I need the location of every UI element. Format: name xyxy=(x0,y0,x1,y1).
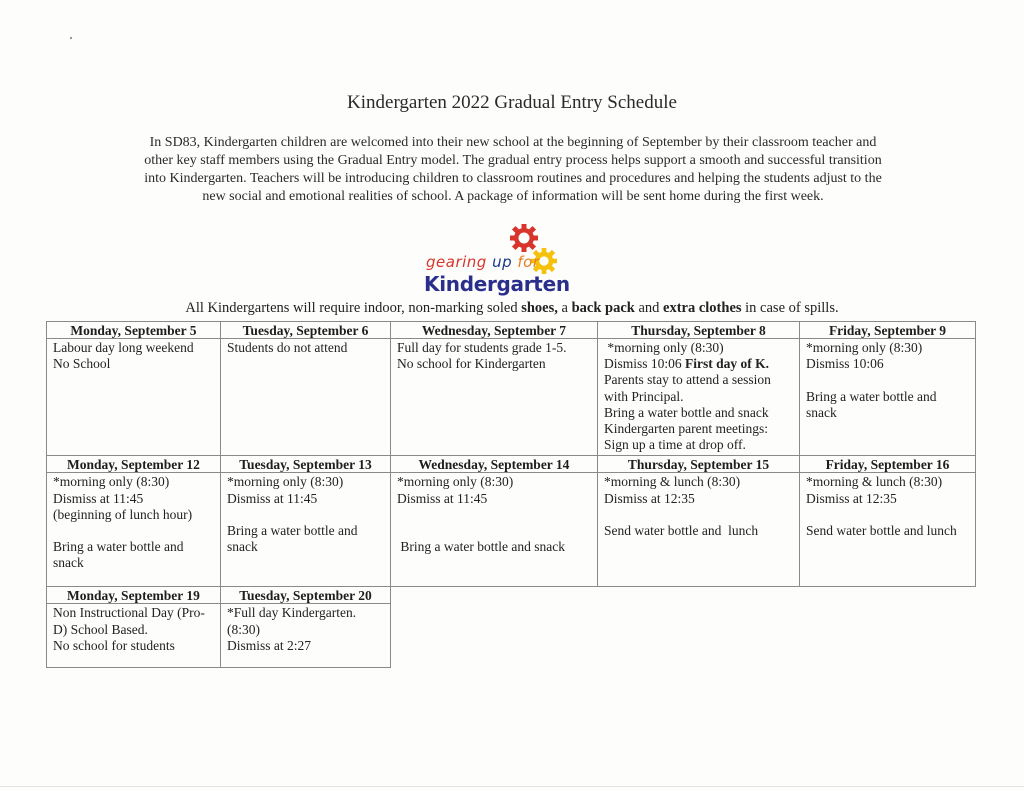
day-header: Tuesday, September 13 xyxy=(221,456,391,473)
week1-header-row xyxy=(47,322,976,339)
day-header: Monday, September 5 xyxy=(47,322,221,339)
day-cell xyxy=(598,339,800,456)
intro-line: In SD83, Kindergarten children are welcomed into their new school at the beginning of September by their classroom teacher and xyxy=(149,135,877,150)
requirement-text: a xyxy=(557,300,572,316)
day-cell xyxy=(391,473,598,587)
empty-cell xyxy=(800,587,976,604)
day-header: Wednesday, September 14 xyxy=(391,456,598,473)
cell-line: Dismiss at 12:35 xyxy=(806,490,897,506)
cell-line: Full day for students grade 1-5. xyxy=(397,340,567,355)
logo-script-text xyxy=(426,253,540,271)
cell-line: Dismiss at 2:27 xyxy=(227,637,312,653)
empty-cell xyxy=(391,587,598,604)
cell-line: Bring a water bottle and xyxy=(806,388,937,404)
empty-cell xyxy=(598,587,800,604)
requirement-extra-clothes: extra clothes xyxy=(663,300,742,316)
empty-cell xyxy=(391,604,598,668)
cell-line: Kindergarten parent meetings: xyxy=(604,421,768,437)
cell-line: D) School Based. xyxy=(53,621,148,637)
requirement-shoes: shoes, xyxy=(521,300,558,316)
scan-speck xyxy=(70,37,72,39)
intro-line: new social and emotional realities of school. A package of information will be sent home during the first week. xyxy=(202,189,824,204)
day-cell xyxy=(221,473,391,587)
cell-text: Dismiss 10:06 xyxy=(604,356,686,372)
day-header: Wednesday, September 7 xyxy=(391,322,598,339)
day-header: Friday, September 16 xyxy=(800,456,976,473)
cell-line: Labour day long weekend xyxy=(53,340,194,355)
cell-line: Sign up a time at drop off. xyxy=(604,437,746,453)
cell-line: No School xyxy=(53,356,111,372)
cell-line: No school for students xyxy=(53,637,175,653)
cell-line xyxy=(806,507,970,523)
cell-line: (beginning of lunch hour) xyxy=(53,506,193,522)
logo-word-gearing: gearing xyxy=(426,253,487,271)
supplies-requirement xyxy=(0,300,1024,317)
cell-line: Send water bottle and lunch xyxy=(604,523,759,539)
day-cell xyxy=(598,473,800,587)
requirement-text: and xyxy=(634,300,664,316)
cell-line: *morning only (8:30) xyxy=(227,474,344,490)
cell-line: Dismiss at 11:45 xyxy=(53,490,144,506)
day-header: Friday, September 9 xyxy=(800,322,976,339)
cell-line: Parents stay to attend a session xyxy=(604,372,771,388)
day-cell xyxy=(47,339,221,456)
day-cell xyxy=(221,604,391,668)
cell-line xyxy=(397,507,592,523)
cell-line: *Full day Kindergarten. xyxy=(227,605,357,621)
gearing-up-logo xyxy=(418,224,598,300)
cell-line: *morning only (8:30) xyxy=(806,340,923,355)
cell-line: snack xyxy=(227,539,258,555)
cell-line: *morning & lunch (8:30) xyxy=(604,474,741,490)
week2-detail-row xyxy=(47,473,976,587)
day-cell xyxy=(800,473,976,587)
cell-line xyxy=(806,372,970,388)
cell-line: Dismiss at 11:45 xyxy=(397,490,488,506)
day-header: Monday, September 12 xyxy=(47,456,221,473)
cell-line xyxy=(397,523,592,539)
cell-line xyxy=(227,507,385,523)
requirement-back-pack: back pack xyxy=(571,300,635,316)
scan-edge xyxy=(0,786,1024,787)
intro-line: into Kindergarten. Teachers will be introducing children to classroom routines and procedures and helping the students adjust to the xyxy=(144,171,882,186)
empty-cell xyxy=(800,604,976,668)
first-day-label: First day of K. xyxy=(685,356,770,372)
day-cell xyxy=(391,339,598,456)
cell-line: Non Instructional Day (Pro- xyxy=(53,605,205,621)
day-cell xyxy=(47,604,221,668)
intro-line: other key staff members using the Gradual Entry model. The gradual entry process helps support a smooth and successful transition xyxy=(144,153,882,168)
cell-line: *morning only (8:30) xyxy=(397,474,514,490)
day-cell xyxy=(800,339,976,456)
cell-line: Dismiss 10:06 xyxy=(806,356,884,372)
week3-detail-row xyxy=(47,604,976,668)
day-header: Tuesday, September 20 xyxy=(221,587,391,604)
logo-word-for: for xyxy=(517,253,540,271)
day-cell xyxy=(221,339,391,456)
day-header: Monday, September 19 xyxy=(47,587,221,604)
cell-line: *morning & lunch (8:30) xyxy=(806,474,943,490)
cell-line: Bring a water bottle and xyxy=(53,539,184,555)
cell-line: Send water bottle and lunch xyxy=(806,523,957,539)
cell-line: with Principal. xyxy=(604,388,684,404)
day-header: Tuesday, September 6 xyxy=(221,322,391,339)
cell-line: snack xyxy=(53,555,84,571)
requirement-text: in case of spills. xyxy=(741,300,839,316)
empty-cell xyxy=(598,604,800,668)
cell-line xyxy=(53,523,215,539)
intro-paragraph xyxy=(92,134,934,206)
logo-wordmark: Kindergarten xyxy=(424,272,570,296)
cell-line: snack xyxy=(806,404,837,420)
cell-line: Dismiss at 11:45 xyxy=(227,490,318,506)
cell-line: Bring a water bottle and snack xyxy=(604,404,769,420)
cell-line: *morning only (8:30) xyxy=(604,340,724,355)
cell-line: Bring a water bottle and snack xyxy=(397,539,565,555)
week3-header-row xyxy=(47,587,976,604)
cell-line: No school for Kindergarten xyxy=(397,356,546,372)
day-cell xyxy=(47,473,221,587)
week2-header-row xyxy=(47,456,976,473)
cell-line: Bring a water bottle and xyxy=(227,523,358,539)
cell-line xyxy=(604,507,794,523)
cell-line: Students do not attend xyxy=(227,340,348,355)
cell-line: Dismiss at 12:35 xyxy=(604,490,695,506)
week1-detail-row xyxy=(47,339,976,456)
requirement-text: All Kindergartens will require indoor, non-marking soled xyxy=(185,300,522,316)
logo-word-up: up xyxy=(492,253,513,271)
page-title: Kindergarten 2022 Gradual Entry Schedule xyxy=(347,92,677,113)
day-header: Thursday, September 15 xyxy=(598,456,800,473)
cell-line: (8:30) xyxy=(227,621,260,637)
schedule-table xyxy=(46,321,976,668)
cell-line: *morning only (8:30) xyxy=(53,474,170,490)
day-header: Thursday, September 8 xyxy=(598,322,800,339)
cell-line xyxy=(604,356,794,372)
